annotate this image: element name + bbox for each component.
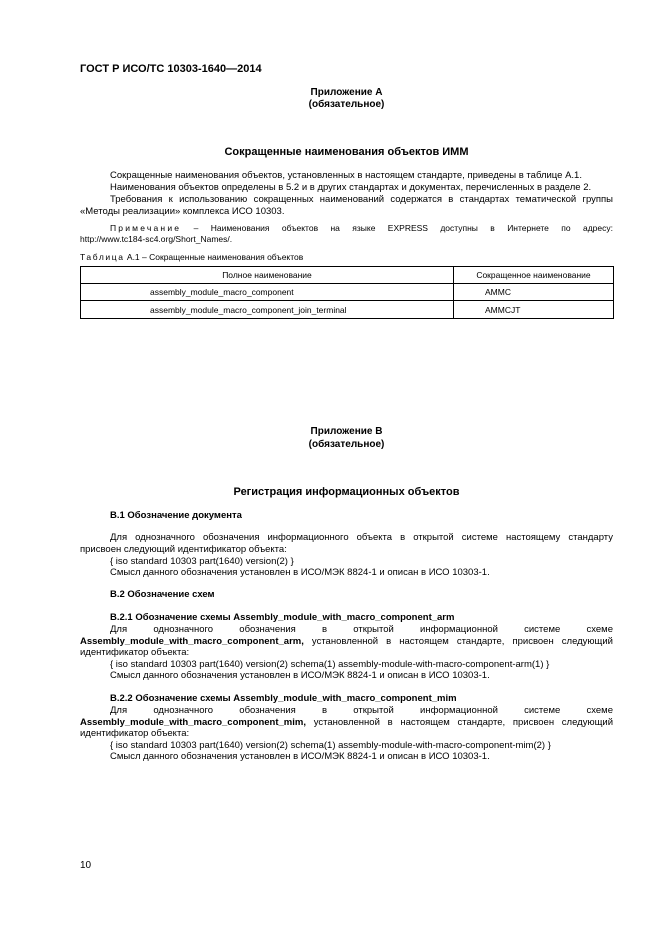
annex-b-title: Приложение В	[310, 426, 383, 437]
section-b21-identifier: { iso standard 10303 part(1640) version(2) schema(1) assembly-module-with-macro-component-arm(1) }	[110, 659, 550, 670]
section-b22-meaning: Смысл данного обозначения установлен в ИСО/МЭК 8824-1 и описан в ИСО 10303-1.	[110, 751, 490, 762]
annex-a-heading: Сокращенные наименования объектов ИММ	[224, 146, 469, 158]
paragraph-line	[80, 717, 613, 729]
table-cell-short-name: AMMC	[454, 284, 614, 301]
schema-name: Assembly_module_with_macro_component_arm,	[80, 635, 304, 647]
schema-name: Assembly_module_with_macro_component_mim,	[80, 716, 306, 728]
annex-a-title: Приложение А	[310, 87, 383, 98]
paragraph-line: идентификатор объекта:	[80, 647, 190, 659]
annex-b-heading: Регистрация информационных объектов	[233, 486, 460, 498]
page-number: 10	[80, 860, 92, 871]
table-caption	[80, 252, 303, 263]
annex-a-paragraph-3	[80, 194, 613, 217]
paragraph-line: присвоен следующий идентификатор объекта:	[80, 543, 287, 555]
table-header-row	[81, 267, 614, 284]
note-separator: –	[193, 223, 199, 233]
paragraph-line: Требования к использованию сокращенных наименований содержатся в стандартах тематической группы	[110, 194, 613, 205]
paragraph-text: установленной в настоящем стандарте, присвоен следующий	[311, 635, 613, 647]
table-cell-full-name: assembly_module_macro_component_join_terminal	[81, 301, 454, 319]
table-cell-short-name: AMMCJT	[454, 301, 614, 319]
note-text: Наименования объектов на языке EXPRESS доступны в Интернете по адресу:	[210, 223, 613, 233]
section-b2-heading: В.2 Обозначение схем	[110, 589, 215, 600]
paragraph-line	[80, 636, 613, 648]
table-row	[81, 301, 614, 319]
annex-a-paragraph-2: Наименования объектов определены в 5.2 и в других стандартах и документах, перечисленных в разделе 2.	[110, 182, 592, 193]
annex-a-paragraph-1: Сокращенные наименования объектов, установленных в настоящем стандарте, приведены в таблице А.1.	[110, 170, 582, 181]
section-b1-paragraph	[80, 532, 613, 555]
section-b1-heading: В.1 Обозначение документа	[110, 510, 242, 521]
table-row	[81, 284, 614, 301]
note-line	[80, 223, 613, 234]
paragraph-line: Для однозначного обозначения информационного объекта в открытой системе настоящему стандарту	[110, 532, 613, 543]
paragraph-line: идентификатор объекта:	[80, 728, 190, 740]
annex-b-status: (обязательное)	[308, 439, 385, 450]
paragraph-line: Для однозначного обозначения в открытой информационной системе схеме	[110, 705, 613, 716]
table-caption-label: Таблица	[80, 252, 125, 262]
section-b22-paragraph	[80, 705, 613, 740]
note-url: http://www.tc184-sc4.org/Short_Names/.	[80, 234, 233, 244]
section-b22-identifier: { iso standard 10303 part(1640) version(2) schema(1) assembly-module-with-macro-component-mim(2) }	[110, 740, 551, 751]
paragraph-line: «Методы реализации» комплекса ИСО 10303.	[80, 205, 285, 217]
section-b21-meaning: Смысл данного обозначения установлен в ИСО/МЭК 8824-1 и описан в ИСО 10303-1.	[110, 670, 490, 681]
paragraph-text: установленной в настоящем стандарте, присвоен следующий	[313, 716, 613, 728]
abbreviations-table	[80, 266, 614, 319]
annex-a-status: (обязательное)	[308, 99, 385, 110]
annex-a-note	[80, 223, 613, 245]
section-b22-heading: В.2.2 Обозначение схемы Assembly_module_with_macro_component_mim	[110, 693, 457, 704]
section-b21-heading: В.2.1 Обозначение схемы Assembly_module_with_macro_component_arm	[110, 612, 455, 623]
table-header-short-name: Сокращенное наименование	[454, 267, 614, 284]
table-caption-text: А.1 – Сокращенные наименования объектов	[126, 252, 304, 262]
paragraph-line: Для однозначного обозначения в открытой информационной системе схеме	[110, 624, 613, 635]
table-cell-full-name: assembly_module_macro_component	[81, 284, 454, 301]
section-b1-identifier: { iso standard 10303 part(1640) version(2) }	[110, 556, 294, 567]
table-header-full-name: Полное наименование	[81, 267, 454, 284]
section-b1-meaning: Смысл данного обозначения установлен в ИСО/МЭК 8824-1 и описан в ИСО 10303-1.	[110, 567, 490, 578]
section-b21-paragraph	[80, 624, 613, 659]
document-header: ГОСТ Р ИСО/ТС 10303-1640—2014	[80, 63, 262, 75]
note-label: Примечание	[110, 223, 182, 233]
